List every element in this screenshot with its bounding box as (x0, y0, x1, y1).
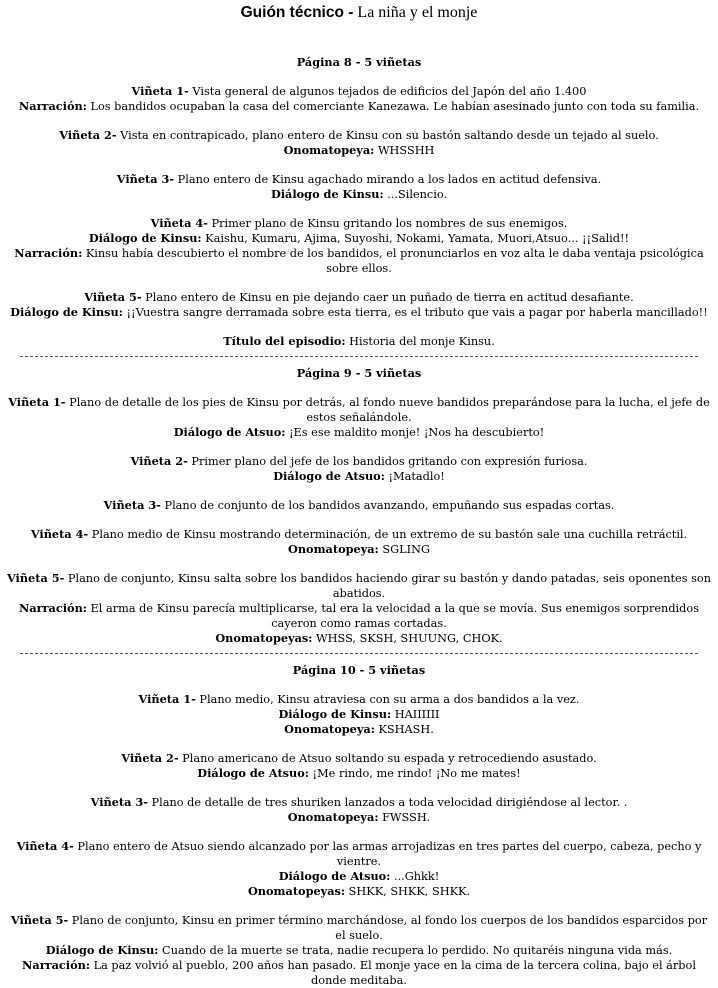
script-line (0, 172, 718, 187)
line-label: Onomatopeyas: (247, 884, 346, 898)
script-line (0, 869, 718, 884)
line-label: Viñeta 4- (150, 216, 208, 230)
line-label: Narración: (14, 246, 83, 260)
line-text: Plano de conjunto de los bandidos avanzando, empuñando sus espadas cortas. (160, 499, 615, 512)
spacer (0, 484, 718, 498)
line-text: Vista general de algunos tejados de edificios del Japón del año 1.400 (188, 85, 587, 98)
line-label: Viñeta 3- (90, 795, 148, 809)
script-line (0, 469, 718, 484)
script-line (0, 601, 718, 631)
line-label: Viñeta 2- (121, 751, 179, 765)
line-label: Viñeta 4- (30, 527, 89, 541)
line-text: SGLING (378, 543, 430, 556)
spacer (0, 557, 718, 571)
title-bold: Guión técnico - (240, 4, 354, 21)
script-line (0, 631, 718, 646)
page-header: Página 9 - 5 viñetas (296, 366, 422, 380)
script-line (0, 128, 718, 143)
panel-block (0, 290, 718, 320)
line-text: Primer plano de Kinsu gritando los nombres de sus enemigos. (207, 217, 568, 230)
spacer (0, 825, 718, 839)
line-label: Diálogo de Kinsu: (10, 305, 123, 319)
line-label: Diálogo de Kinsu: (270, 187, 384, 201)
script-line (0, 943, 718, 958)
script-line (0, 187, 718, 202)
script-line (0, 395, 718, 425)
line-label: Viñeta 5- (10, 913, 69, 927)
spacer (0, 320, 718, 334)
script-line (0, 571, 718, 601)
line-label: Narración: (22, 958, 91, 972)
panel-block (0, 172, 718, 202)
line-text: Historia del monje Kinsu. (345, 335, 495, 348)
spacer (0, 781, 718, 795)
line-text: Plano medio, Kinsu atraviesa con su arma a dos bandidos a la vez. (195, 693, 580, 706)
script-line (0, 810, 718, 825)
spacer (0, 70, 718, 84)
line-label: Diálogo de Atsuo: (273, 469, 385, 483)
script-line (0, 425, 718, 440)
line-label: Viñeta 1- (138, 692, 196, 706)
spacer (0, 114, 718, 128)
line-label: Viñeta 5- (6, 571, 65, 585)
page-separator (20, 653, 698, 664)
line-text: SHKK, SHKK, SHKK. (345, 885, 471, 898)
line-label: Onomatopeyas: (215, 631, 313, 645)
spacer (0, 899, 718, 913)
line-text: WHSSHH (374, 144, 435, 157)
line-label: Viñeta 2- (59, 128, 117, 142)
script-line (0, 766, 718, 781)
spacer (0, 513, 718, 527)
line-label: Onomatopeya: (283, 143, 375, 157)
line-text: Plano entero de Kinsu en pie dejando caer un puñado de tierra en actitud desafiante. (141, 291, 634, 304)
line-text: Plano americano de Atsuo soltando su espada y retrocediendo asustado. (178, 752, 597, 765)
panel-block (0, 498, 718, 513)
document-title (0, 3, 718, 25)
line-text: ¡Me rindo, me rindo! ¡No me mates! (308, 767, 521, 780)
line-text: ¡¡Vuestra sangre derramada sobre esta tierra, es el tributo que vais a pagar por haberla mancillado!! (122, 306, 708, 319)
line-label: Título del episodio: (223, 334, 346, 348)
spacer (0, 40, 718, 55)
panel-block (0, 795, 718, 825)
line-text: ...Silencio. (383, 188, 448, 201)
script-line (0, 958, 718, 988)
line-label: Viñeta 5- (84, 290, 142, 304)
script-line (0, 913, 718, 943)
spacer (0, 202, 718, 216)
script-line (0, 334, 718, 349)
line-label: Viñeta 2- (130, 454, 188, 468)
line-label: Diálogo de Atsuo: (173, 425, 286, 439)
panel-block (0, 839, 718, 899)
script-line (0, 143, 718, 158)
line-label: Viñeta 3- (116, 172, 175, 186)
page-separator (20, 356, 698, 367)
line-text: Plano de conjunto, Kinsu en primer término marchándose, al fondo los cuerpos de los bandidos esparcidos por el suelo. (68, 914, 708, 942)
line-label: Narración: (18, 99, 87, 113)
panel-block (0, 128, 718, 158)
line-label: Viñeta 3- (103, 498, 161, 512)
script-line (0, 707, 718, 722)
line-text: Los bandidos ocupaban la casa del comerciante Kanezawa. Le habían asesinado junto con toda su familia. (86, 100, 700, 113)
panel-block (0, 571, 718, 646)
line-text: HAIIIIII (391, 708, 440, 721)
line-text: Plano de detalle de tres shuriken lanzados a toda velocidad dirigiéndose al lector. . (147, 796, 628, 809)
script-line (0, 454, 718, 469)
spacer (0, 440, 718, 454)
line-text: FWSSH. (378, 811, 431, 824)
spacer (0, 678, 718, 692)
line-label: Diálogo de Kinsu: (45, 943, 159, 957)
line-text: Plano de detalle de los pies de Kinsu por detrás, al fondo nueve bandidos preparándose para la lucha, el jefe de estos señalándole. (65, 396, 710, 424)
panel-block (0, 334, 718, 349)
line-text: KSHASH. (374, 723, 434, 736)
panel-block (0, 395, 718, 440)
line-text: Vista en contrapicado, plano entero de Kinsu con su bastón saltando desde un tejado al suelo. (116, 129, 659, 142)
script-line (0, 542, 718, 557)
line-text: Plano entero de Atsuo siendo alcanzado por las armas arrojadizas en tres partes del cuerpo, cabeza, pecho y vientre. (73, 840, 702, 868)
line-text: Plano medio de Kinsu mostrando determinación, de un extremo de su bastón sale una cuchilla retráctil. (88, 528, 688, 541)
line-text: WHSS, SKSH, SHUUNG, CHOK. (312, 632, 503, 645)
line-text: ...Ghkk! (390, 870, 440, 883)
panel-block (0, 751, 718, 781)
script-line (0, 498, 718, 513)
panel-block (0, 913, 718, 988)
panel-block (0, 216, 718, 276)
line-label: Viñeta 4- (16, 839, 74, 853)
line-label: Diálogo de Kinsu: (278, 707, 392, 721)
line-text: ¡Matadlo! (384, 470, 445, 483)
script-line (0, 246, 718, 276)
title-rest: La niña y el monje (353, 4, 478, 21)
spacer (0, 158, 718, 172)
script-line (0, 305, 718, 320)
line-label: Viñeta 1- (131, 84, 189, 98)
spacer (0, 276, 718, 290)
line-text: Plano entero de Kinsu agachado mirando a los lados en actitud defensiva. (174, 173, 602, 186)
script-line (0, 692, 718, 707)
panel-block (0, 527, 718, 557)
panel-block (0, 692, 718, 737)
line-label: Onomatopeya: (288, 542, 379, 556)
line-label: Narración: (19, 601, 87, 615)
spacer (0, 737, 718, 751)
line-label: Diálogo de Atsuo: (278, 869, 391, 883)
line-label: Diálogo de Kinsu: (88, 231, 202, 245)
script-line (0, 527, 718, 542)
script-line (0, 839, 718, 869)
panel-block (0, 454, 718, 484)
line-text: Kaishu, Kumaru, Ajima, Suyoshi, Nokami, Yamata, Muori,Atsuo... ¡¡Salid!! (201, 232, 630, 245)
page-header: Página 8 - 5 viñetas (296, 55, 422, 69)
line-text: Kinsu había descubierto el nombre de los bandidos, el pronunciarlos en voz alta le daba ventaja psicológica sobre ellos. (82, 247, 704, 275)
script-content (0, 40, 718, 988)
script-line (0, 231, 718, 246)
line-text: La paz volvió al pueblo, 200 años han pasado. El monje yace en la cima de la tercera colina, bajo el árbol donde meditaba. (90, 959, 696, 987)
script-line (0, 795, 718, 810)
script-line (0, 99, 718, 114)
script-line (0, 84, 718, 99)
script-line (0, 884, 718, 899)
spacer (0, 381, 718, 395)
script-line (0, 216, 718, 231)
line-label: Onomatopeya: (284, 722, 375, 736)
script-line (0, 290, 718, 305)
line-text: ¡Es ese maldito monje! ¡Nos ha descubierto! (285, 426, 545, 439)
line-label: Onomatopeya: (287, 810, 379, 824)
line-text: El arma de Kinsu parecía multiplicarse, tal era la velocidad a la que se movía. Sus enemigos sorprendidos cayeron como ramas cortadas. (86, 602, 699, 630)
page-header: Página 10 - 5 viñetas (292, 663, 426, 677)
line-text: Primer plano del jefe de los bandidos gritando con expresión furiosa. (187, 455, 588, 468)
line-label: Viñeta 1- (8, 395, 66, 409)
script-line (0, 751, 718, 766)
line-label: Diálogo de Atsuo: (197, 766, 309, 780)
script-line (0, 722, 718, 737)
line-text: Cuando de la muerte se trata, nadie recupera lo perdido. No quitaréis ninguna vida más. (158, 944, 673, 957)
line-text: Plano de conjunto, Kinsu salta sobre los bandidos haciendo girar su bastón y dando patadas, seis oponentes son abatidos. (64, 572, 711, 600)
panel-block (0, 84, 718, 114)
